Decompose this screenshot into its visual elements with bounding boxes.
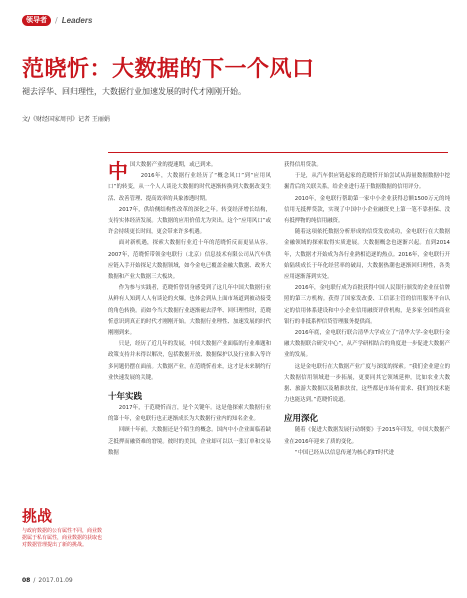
paragraph: 面对新机遇，探索大数据行业近十年的范晓忻反而更显从容。2007年，范晓忻带领金电联行（北京）信息技术有限公司从汽车供应链入手开始探足大数据领域，如今金电已覆盖金融大数据、政务大数据和产业大数据三大板块。 <box>108 240 271 281</box>
paragraph: 只是，经历了近几年的发展，中国大数据产业面临的行业难题和政策支持并未得以解决，包括数据开放、数据保护以及行业准入等许多问题仍摆在面前。大数据产业，在范晓忻看来，这才是未来制约行业快速发展的关键。 <box>108 341 271 381</box>
paragraph: 随着这项依托数据分析形成的信贷发放成功，金电联行在大数据金融领域的探索取得实质进展。大数据概念也逐渐兴起。直到2014年，大数据才开始成为各行业熟相追逐的热点。2016年，金电联行开始陆续成长于年化经营率的破局，大数据热潮也逐渐回归理性，各类应用逐渐落到实处。 <box>284 229 450 281</box>
paragraph: 2016年，金电联行成为首批获得中国人民银行颁发的企业征信牌照的第三方机构。获得了国家发改委、工信部主管的信用服务平台认定的信用体系建设和中小企业信用融资评价机构，是多家全国性商业银行的非抵系押信贷管理服务提供商。 <box>284 285 450 325</box>
page-footer <box>22 577 73 584</box>
section-badge: 领导者 <box>22 15 51 26</box>
paragraph: 作为参与实践者，范晓忻曾切身感受到了这几年中国大数据行业从鲜有人知到人人有谈论的火爆，也体会到从上面市场道到被动接受的角色转换。而如今当大数据行业逐渐褪去浮华、回归理性时，范晓忻意识到真正的时代才刚刚开始。大数据行业理性、加速发展的时代刚刚到来。 <box>108 285 271 337</box>
paragraph: 2017年，于范晓忻而言，是个关键年。这是他探索大数据行业的第十年，金电联行也正逐渐成长为大数据行业内的知名企业。 <box>108 405 271 423</box>
drop-cap: 中 <box>108 159 128 183</box>
article-title: 范晓忻：大数据的下一个风口 <box>22 57 315 82</box>
paragraph: 获得信用贷款。 <box>284 162 322 168</box>
section-separator: / <box>55 15 58 25</box>
section-heading: 应用深化 <box>284 414 319 425</box>
paragraph: 回顾十年前，大数据还是个陌生的概念。国内中小企业面临着缺乏抵押而融资难的窘境。彼时的美国，企业却可以以一张订单和交易数据 <box>108 427 271 456</box>
divider-line <box>108 152 448 153</box>
section-header <box>22 14 92 26</box>
paragraph: “中国已经从以信息传递为核心的IT时代进 <box>294 449 395 456</box>
sidebar-text: 与政府数据的公有属性不同，商业数据属于私有属性，商业数据的获取也对数据管理提出了新的挑战。 <box>22 528 103 548</box>
paragraph-text: 国大数据产业的提速期，或已到来。 <box>130 162 217 168</box>
issue-date: 2017.01.09 <box>38 577 73 584</box>
section-heading: 十年实践 <box>108 392 143 403</box>
paragraph: 2016年，大数据行业经历了“概念风口”到“应用风口”的转变，从一个人人谈论大数据的时代逐渐转换到大数据改变生活、改善管理、提高效率的具象渗透时期。 <box>108 173 271 202</box>
paragraph: 随着《促进大数据发展行动纲要》于2015年印发，中国大数据产业在2016年迎来了质的变化。 <box>284 427 450 445</box>
section-label: Leaders <box>61 15 93 25</box>
paragraph: 2017年，供给侧结构性改革的深化之年。转变经济增长结构，支持实体经济发展。大数据的应用价值尤为突出。这个“应用风口”或许会持续更长时间，更会带来许多机遇。 <box>108 206 271 236</box>
article-subtitle: 褪去浮华、回归理性，大数据行业加速发展的时代才刚刚开始。 <box>22 87 246 96</box>
right-column <box>284 160 450 459</box>
paragraph <box>108 159 271 183</box>
paragraph: 2010年，金电联行帮助第一家中小企业获得总额1500万元的纯信用无抵押贷款，实现了中国中小企业融资史上第一笔不靠担保、没有抵押物的纯信用融资。 <box>284 195 450 225</box>
footer-separator: / <box>33 577 36 584</box>
paragraph: 2016年底，金电联行联合清华大学成立了“清华大学-金电联行金融大数据联合研究中心”，从产学研相结合的角度进一步促进大数据产业的发展。 <box>284 330 450 359</box>
sidebar-title: 挑战 <box>22 507 53 525</box>
left-column <box>108 160 271 459</box>
page-number: 08 <box>22 577 31 584</box>
article-byline: 文/《财经国家周刊》记者 王丽娟 <box>22 116 110 123</box>
paragraph: 于是，从汽车供应链起家的范晓忻开始尝试从海量数据数据中挖掘背后的关联关系，给企业进行基于数据数据的信用评分。 <box>284 173 450 191</box>
paragraph: 这是金电联行在大数据产业广度与深度的探索。“我们企业建立的大数据信用领域进一步拓展，更要同其它领域延伸，比如农业大数据、旅游大数据以及精准扶贫，这些都是市场有需求、我们的技术能力也能达到。”范晓忻说道。 <box>284 363 450 404</box>
